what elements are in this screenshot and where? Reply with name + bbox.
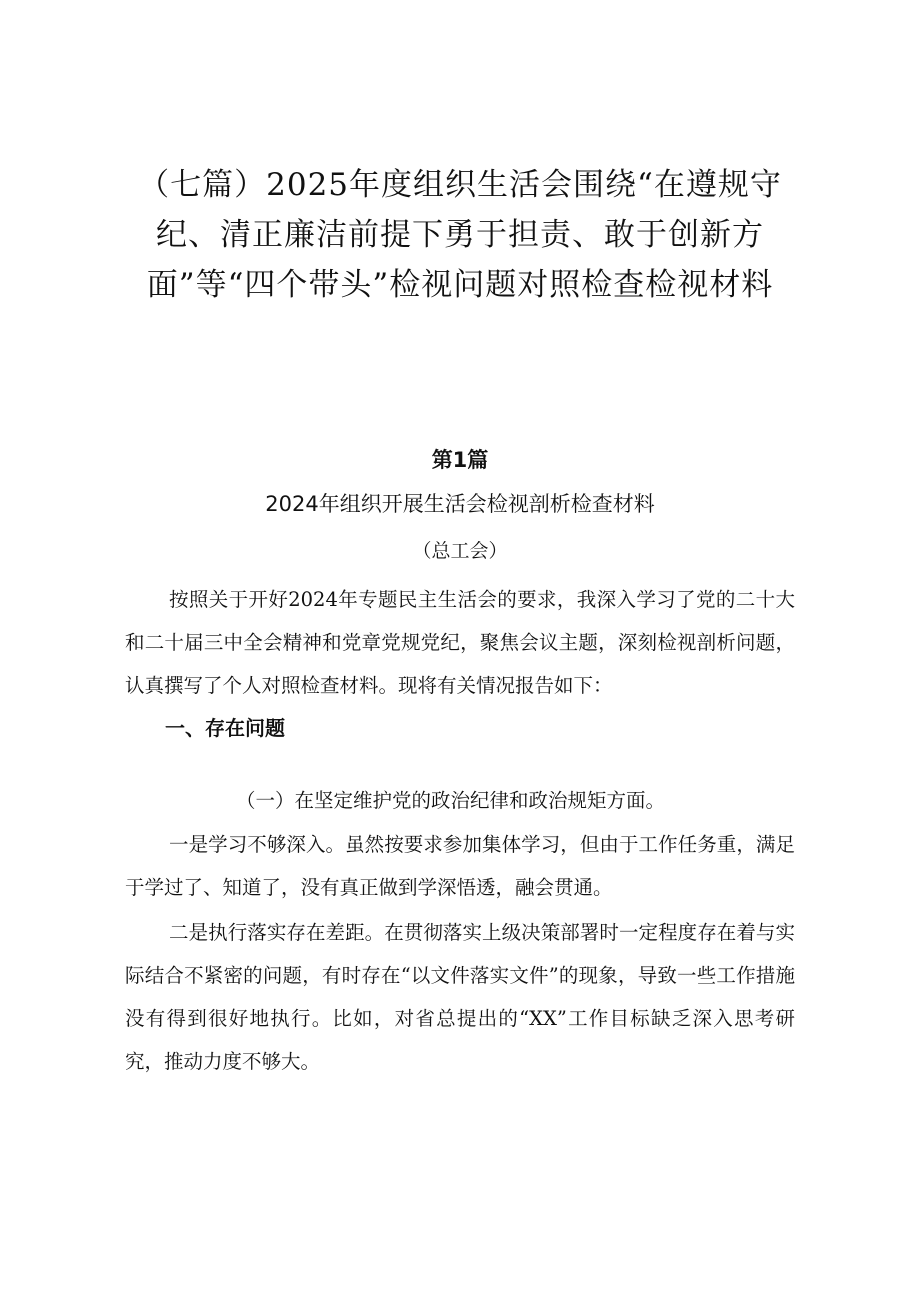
- document-title: （七篇）2025年度组织生活会围绕“在遵规守纪、清正廉洁前提下勇于担责、敢于创新方面”等“四个带头”检视问题对照检查检视材料: [138, 167, 782, 303]
- intro-paragraph: 按照关于开好2024年专题民主生活会的要求，我深入学习了党的二十大和二十届三中全会精神和党章党规党纪，聚焦会议主题，深刻检视剖析问题，认真撰写了个人对照检查材料。现将有关情况报告如下：: [125, 588, 795, 697]
- paragraph-implementation: 二是执行落实存在差距。在贯彻落实上级决策部署时一定程度存在着与实际结合不紧密的问题，有时存在“以文件落实文件”的现象，导致一些工作措施没有得到很好地执行。比如，对省总提出的“XX”工作目标缺乏深入思考研究，推动力度不够大。: [125, 921, 795, 1073]
- article-title: 2024年组织开展生活会检视剖析检查材料: [265, 492, 655, 516]
- heading-existing-problems: 一、存在问题: [165, 716, 285, 740]
- section-number: 第1篇: [431, 448, 489, 472]
- paragraph-study: 一是学习不够深入。虽然按要求参加集体学习，但由于工作任务重，满足于学过了、知道了，没有真正做到学深悟透，融会贯通。: [125, 833, 795, 899]
- organization-label: （总工会）: [412, 540, 508, 562]
- subheading-political-discipline: （一）在坚定维护党的政治纪律和政治规矩方面。: [236, 789, 666, 812]
